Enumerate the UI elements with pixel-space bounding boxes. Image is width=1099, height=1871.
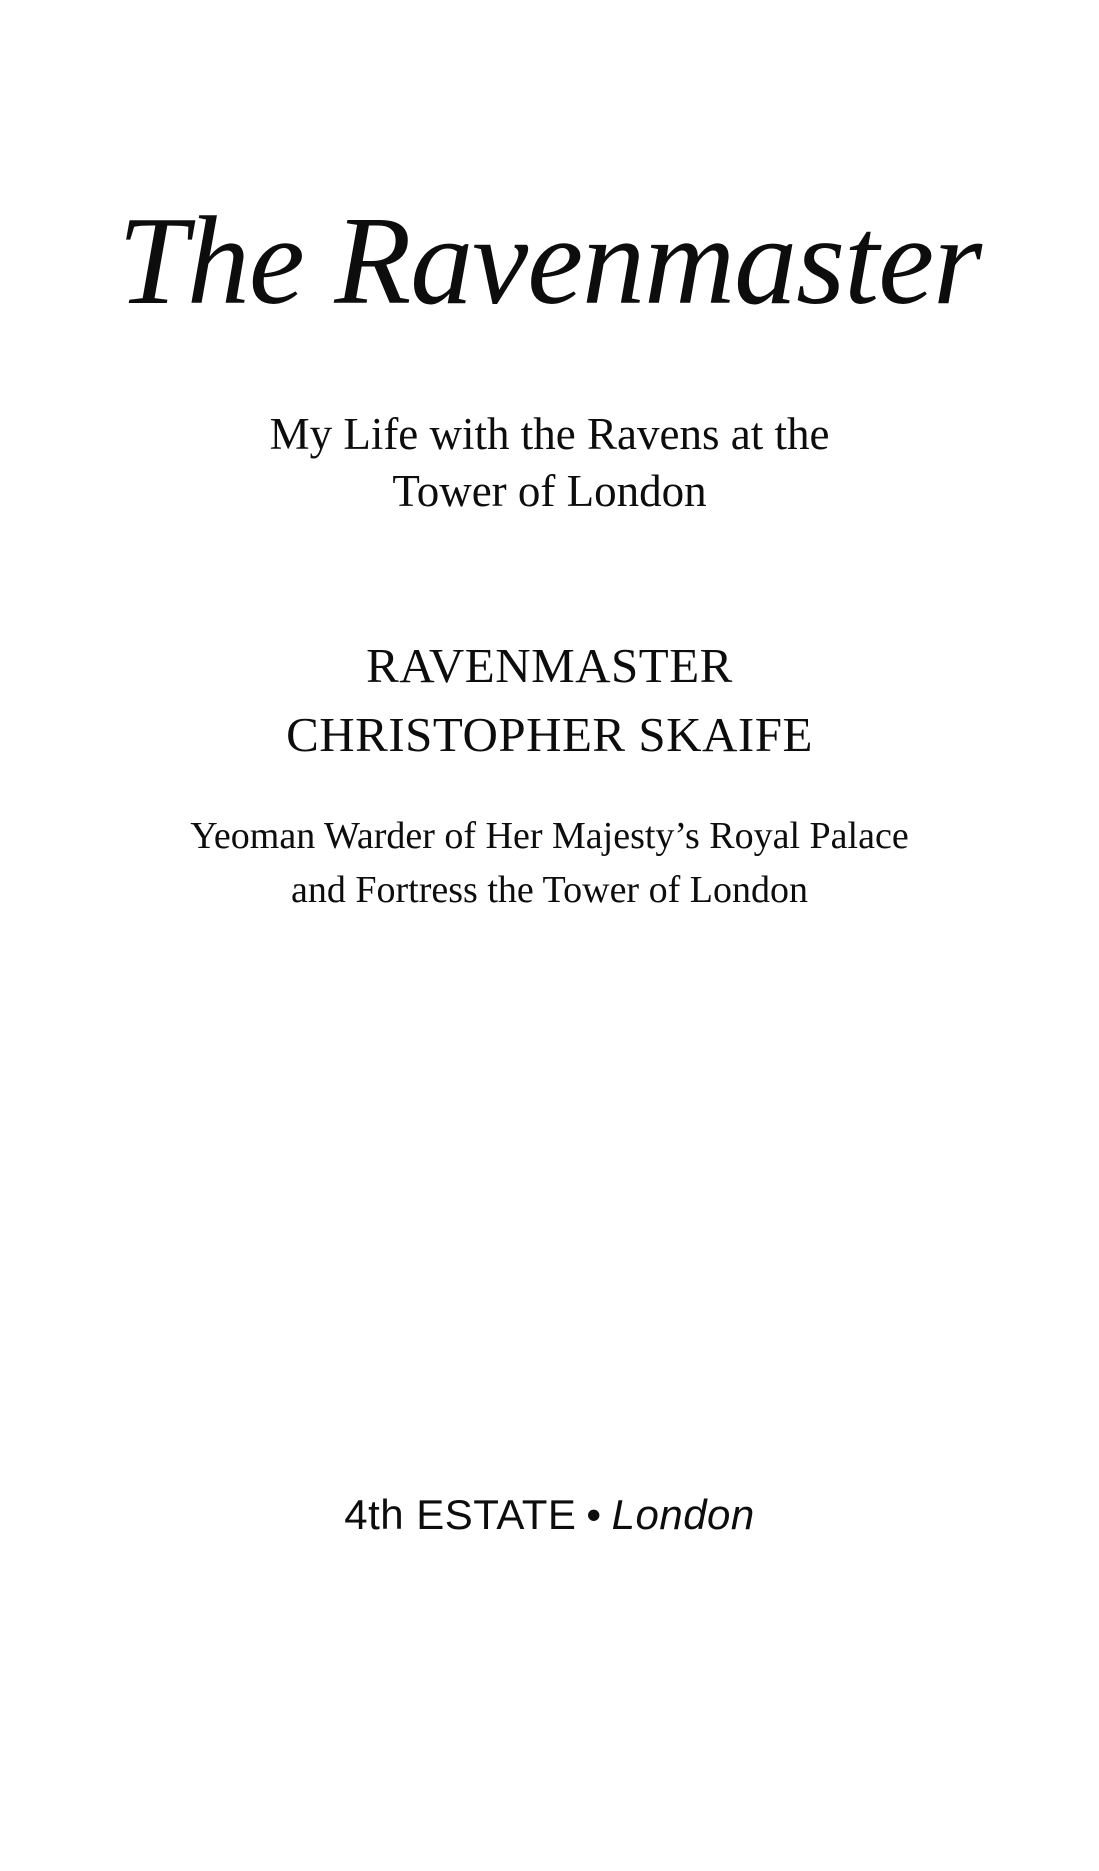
book-subtitle	[0, 328, 1099, 519]
author-title: RAVENMASTER	[366, 637, 733, 693]
page-title: The Ravenmaster	[117, 192, 982, 331]
author-block	[190, 519, 908, 918]
subtitle-line-2: Tower of London	[392, 465, 707, 516]
author-role-line-2: and Fortress the Tower of London	[291, 868, 808, 911]
author-name: CHRISTOPHER SKAIFE	[286, 707, 813, 763]
imprint-city: London	[611, 1491, 755, 1538]
publisher-imprint	[0, 1491, 1099, 1871]
title-block	[0, 0, 1099, 519]
author-role	[190, 770, 908, 918]
imprint-name: 4th ESTATE	[344, 1491, 577, 1538]
imprint-separator: •	[586, 1491, 602, 1538]
subtitle-line-1: My Life with the Ravens at the	[269, 409, 830, 460]
author-role-line-1: Yeoman Warder of Her Majesty’s Royal Palace	[190, 814, 909, 857]
